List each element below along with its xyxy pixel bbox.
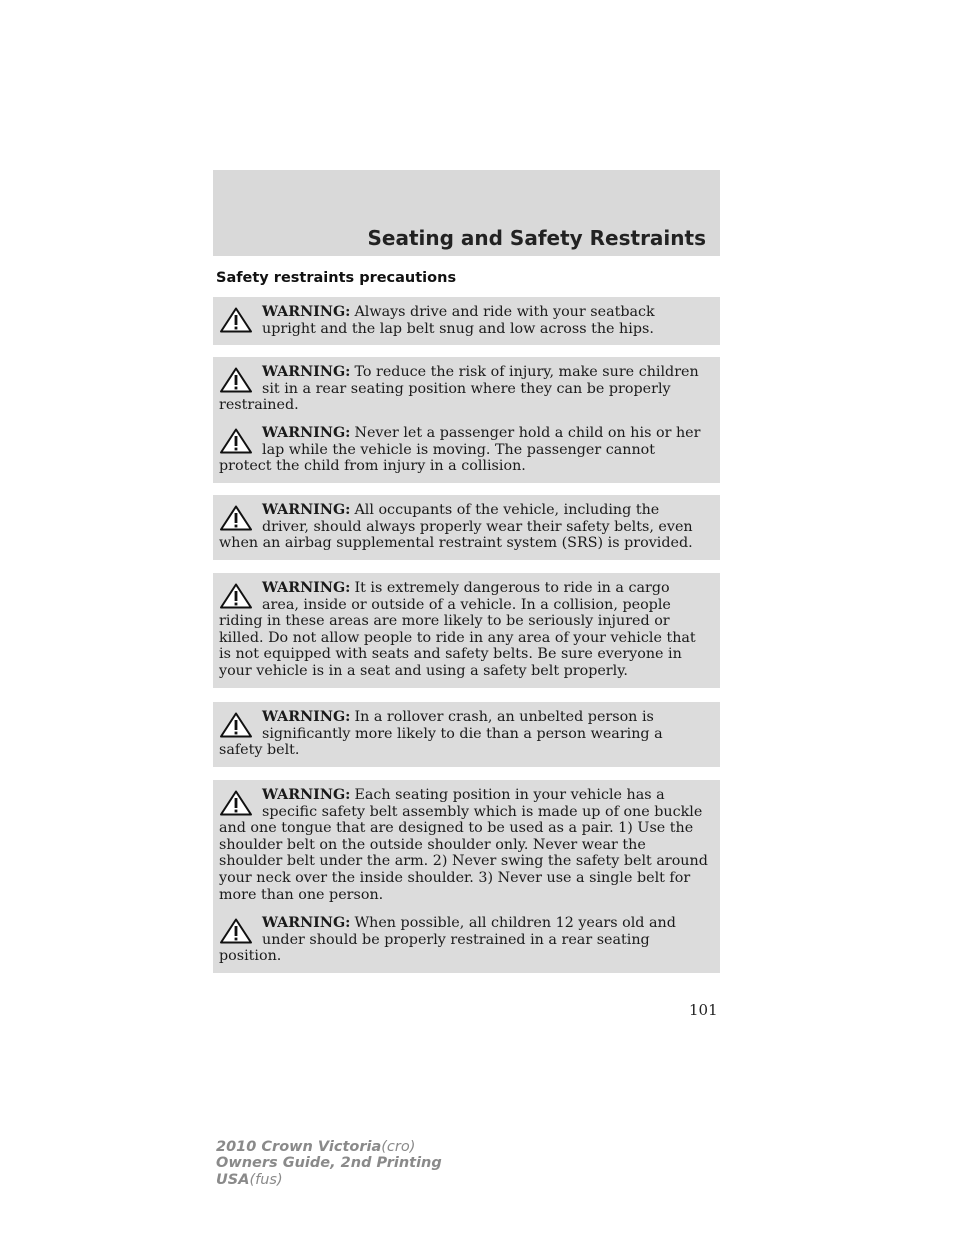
- warning-body: Never let a passenger hold a child on his or her lap while the vehicle is moving. The passenger cannot protect the child from injury in a collision.: [219, 425, 701, 475]
- warning-body: In a rollover crash, an unbelted person is significantly more likely to die than a person wearing a safety belt.: [219, 709, 663, 759]
- warning-triangle-icon: [219, 307, 253, 333]
- warning-label: WARNING:: [262, 425, 351, 441]
- warning-triangle-icon: [219, 505, 253, 531]
- warning-label: WARNING:: [262, 502, 351, 518]
- page-number: 101: [689, 1001, 718, 1019]
- section-title: Safety restraints precautions: [216, 270, 457, 286]
- warning-body: It is extremely dangerous to ride in a cargo area, inside or outside of a vehicle. In a collision, people riding in these areas are more likely to be seriously injured or killed. Do not allow people to ride in any area of your vehicle that is not equipped with seats and safety belts. Be sure everyone in your vehicle is in a seat and using a safety belt properly.: [219, 580, 696, 679]
- warning-box-3: [213, 418, 720, 483]
- warning-text: [219, 304, 710, 337]
- warning-box-2: [213, 357, 720, 422]
- warning-label: WARNING:: [262, 915, 351, 931]
- warning-triangle-icon: [219, 790, 253, 816]
- warning-triangle-icon: [219, 712, 253, 738]
- warning-body: When possible, all children 12 years old and under should be properly restrained in a rear seating position.: [219, 915, 676, 965]
- warning-triangle-icon: [219, 583, 253, 609]
- warning-text: [219, 425, 710, 475]
- warning-text: [219, 787, 710, 903]
- warning-label: WARNING:: [262, 580, 351, 596]
- warning-label: WARNING:: [262, 304, 351, 320]
- warning-body: To reduce the risk of injury, make sure children sit in a rear seating position where they can be properly restrained.: [219, 364, 699, 414]
- footer-line-2: Owners Guide, 2nd Printing: [216, 1155, 442, 1172]
- warning-box-8: [213, 908, 720, 973]
- warning-body: Always drive and ride with your seatback upright and the lap belt snug and low across the hips.: [262, 304, 655, 337]
- warning-text: [219, 364, 710, 414]
- warning-label: WARNING:: [262, 787, 351, 803]
- warning-triangle-icon: [219, 918, 253, 944]
- warning-box-1: [213, 297, 720, 345]
- warning-label: WARNING:: [262, 364, 351, 380]
- warning-text: [219, 502, 710, 552]
- warning-text: [219, 580, 710, 680]
- footer-model: 2010 Crown Victoria: [216, 1139, 382, 1155]
- header-title: Seating and Safety Restraints: [367, 226, 706, 250]
- warning-body: All occupants of the vehicle, including the driver, should always properly wear their safety belts, even when an airbag supplemental restraint system (SRS) is provided.: [219, 502, 693, 552]
- footer-printing-info: [216, 1139, 442, 1188]
- warning-text: [219, 709, 710, 759]
- warning-box-5: [213, 573, 720, 688]
- footer-market-code: (fus): [249, 1171, 283, 1188]
- warning-box-7: [213, 780, 720, 911]
- warning-box-4: [213, 495, 720, 560]
- footer-line-3: [216, 1172, 442, 1188]
- warning-body: Each seating position in your vehicle has a specific safety belt assembly which is made up of one buckle and one tongue that are designed to be used as a pair. 1) Use the shoulder belt on the outside shoulder only. Never wear the shoulder belt under the arm. 2) Never swing the safety belt around your neck over the inside shoulder. 3) Never use a single belt for more than one person.: [219, 787, 708, 903]
- header-band: [213, 170, 720, 256]
- warning-text: [219, 915, 710, 965]
- footer-market: USA: [216, 1171, 250, 1188]
- footer-line-1: [216, 1139, 442, 1155]
- footer-model-code: (cro): [381, 1139, 416, 1155]
- warning-label: WARNING:: [262, 709, 351, 725]
- warning-triangle-icon: [219, 428, 253, 454]
- warning-box-6: [213, 702, 720, 767]
- warning-triangle-icon: [219, 367, 253, 393]
